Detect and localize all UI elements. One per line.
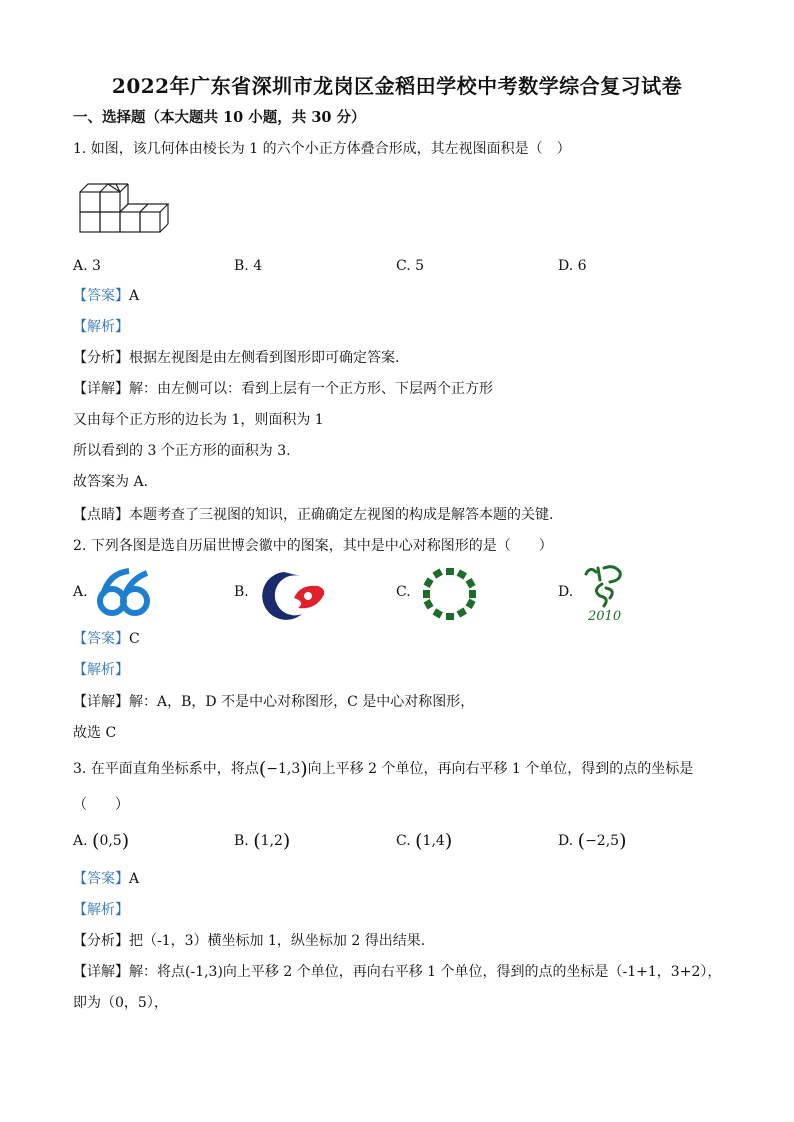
q3-stem: 3. 在平面直角坐标系中，将点(−1,3)向上平移 2 个单位，再向右平移 1 个单位，得到的点的坐标是 xyxy=(73,758,694,780)
q3-fenxi-line xyxy=(73,931,425,951)
q3-xiangjie: 解：将点(-1,3)向上平移 2 个单位，再向右平移 1 个单位，得到的点的坐标是（-1+1，3+2）， xyxy=(129,964,722,980)
q1-solution-line-3: 所以看到的 3 个正方形的面积为 3. xyxy=(73,443,291,459)
dianjing-tag: 【点睛】 xyxy=(73,507,129,523)
q3-option-b: B. (1,2) xyxy=(234,830,291,852)
q1-option-a: A. 3 xyxy=(73,258,101,274)
q1-cube-figure xyxy=(78,176,170,234)
q3-solution-line-2: 即为（0，5）， xyxy=(73,995,168,1011)
xiangjie-tag: 【详解】 xyxy=(73,694,129,710)
q1-stem: 1. 如图，该几何体由棱长为 1 的六个小正方体叠合形成，其左视图面积是（ ） xyxy=(73,141,571,157)
xiangjie-tag: 【详解】 xyxy=(73,381,129,397)
expo-logo-d-text: 2010 xyxy=(588,609,622,624)
q2-option-d-label: D. xyxy=(558,584,574,600)
q3-analysis-tag: 【解析】 xyxy=(73,902,129,918)
q3-option-d-value: −2,5 xyxy=(585,833,620,849)
q3-option-c-value: 1,4 xyxy=(422,833,445,849)
q1-fenxi: 根据左视图是由左侧看到图形即可确定答案. xyxy=(129,350,400,366)
q2-stem: 2. 下列各图是选自历届世博会徽中的图案，其中是中心对称图形的是（ ） xyxy=(73,538,553,554)
q1-dianjing-line xyxy=(73,505,553,525)
expo-logo-c xyxy=(420,566,480,622)
q3-answer: A xyxy=(129,871,140,887)
q2-option-c-label: C. xyxy=(396,584,411,600)
q1-xiangjie-line xyxy=(73,379,493,399)
q2-answer-line xyxy=(73,629,140,649)
q2-xiangjie-line xyxy=(73,692,474,712)
fenxi-tag: 【分析】 xyxy=(73,933,129,949)
q1-option-c: C. 5 xyxy=(396,258,425,274)
q3-option-b-value: 1,2 xyxy=(260,833,283,849)
q3-option-b-label: B. xyxy=(234,833,249,849)
expo-logo-b xyxy=(256,568,330,620)
section-heading: 一、选择题（本大题共 10 小题，共 30 分） xyxy=(73,109,366,126)
q3-fenxi: 把（-1，3）横坐标加 1，纵坐标加 2 得出结果. xyxy=(129,933,426,949)
answer-tag: 【答案】 xyxy=(73,871,129,887)
q3-stem-a: 3. 在平面直角坐标系中，将点 xyxy=(73,761,259,777)
q2-analysis-tag: 【解析】 xyxy=(73,662,129,678)
q1-answer-line xyxy=(73,286,139,306)
expo-logo-d xyxy=(580,560,638,624)
q1-solution-line-4: 故答案为 A. xyxy=(73,474,149,490)
q3-option-d-label: D. xyxy=(558,833,574,849)
q3-answer-line xyxy=(73,869,139,889)
q3-stem-b: 向上平移 2 个单位，再向右平移 1 个单位，得到的点的坐标是 xyxy=(307,761,694,777)
q1-solution-line-2: 又由每个正方形的边长为 1，则面积为 1 xyxy=(73,412,324,428)
q2-answer: C xyxy=(129,631,140,647)
q2-option-b-label: B. xyxy=(234,584,249,600)
q3-stem-paren: （ ） xyxy=(73,797,129,813)
q3-stem-point: −1,3 xyxy=(266,761,301,777)
q3-option-a-label: A. xyxy=(73,833,88,849)
q2-option-a-label: A. xyxy=(73,584,88,600)
q1-answer: A xyxy=(129,288,140,304)
q1-xiangjie: 解：由左侧可以：看到上层有一个正方形、下层两个正方形 xyxy=(129,381,493,397)
q3-option-a-value: 0,5 xyxy=(99,833,122,849)
expo-logo-a xyxy=(95,565,153,619)
q1-option-d: D. 6 xyxy=(558,258,587,274)
answer-tag: 【答案】 xyxy=(73,288,129,304)
q3-xiangjie-line xyxy=(73,962,721,982)
q1-fenxi-line xyxy=(73,348,399,368)
q3-option-d: D. (−2,5) xyxy=(558,830,627,852)
q3-option-a: A. (0,5) xyxy=(73,830,130,852)
answer-tag: 【答案】 xyxy=(73,631,129,647)
fenxi-tag: 【分析】 xyxy=(73,350,129,366)
q2-conclusion: 故选 C xyxy=(73,725,117,741)
q1-analysis-tag: 【解析】 xyxy=(73,319,129,335)
q3-option-c-label: C. xyxy=(396,833,411,849)
xiangjie-tag: 【详解】 xyxy=(73,964,129,980)
q1-dianjing: 本题考查了三视图的知识，正确确定左视图的构成是解答本题的关键. xyxy=(129,507,554,523)
q3-option-c: C. (1,4) xyxy=(396,830,453,852)
exam-title: 2022年广东省深圳市龙岗区金稻田学校中考数学综合复习试卷 xyxy=(111,74,683,98)
q2-xiangjie: 解：A，B，D 不是中心对称图形，C 是中心对称图形， xyxy=(129,694,475,710)
q1-option-b: B. 4 xyxy=(234,258,263,274)
